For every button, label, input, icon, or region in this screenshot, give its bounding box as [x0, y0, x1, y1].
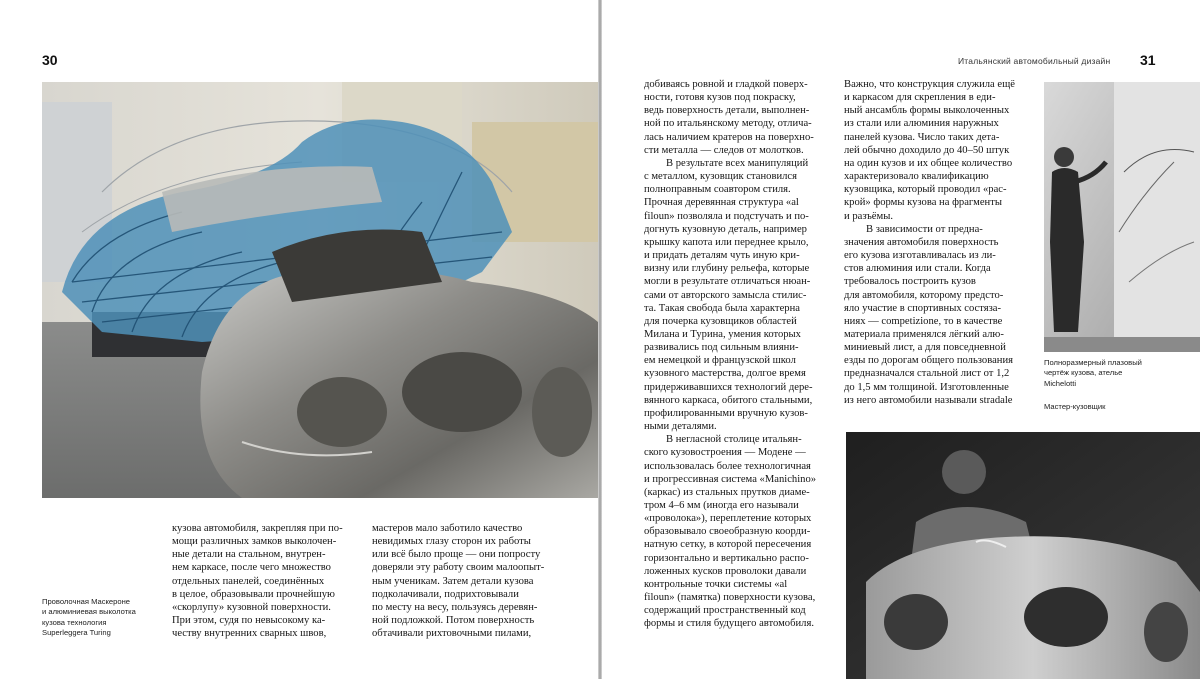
photo-full-size-drawing — [1044, 82, 1200, 352]
caption-line: кузова технология — [42, 617, 107, 627]
text-line: для почерка кузовщиков областей — [644, 315, 797, 327]
text-line: формы и стиля будущего автомобиля. — [644, 618, 814, 630]
text-line: материала применялся лёгкий алю- — [844, 328, 1004, 340]
drawing-photo-caption — [1044, 358, 1194, 389]
text-line: мощи различных замков выколочен- — [172, 536, 337, 548]
text-line: содержащий пространственный код — [644, 605, 806, 617]
text-line: Важно, что конструкция служила ещё — [844, 79, 1015, 90]
left-page-number: 30 — [42, 52, 58, 68]
text-line: могли в результате отличаться нюан- — [644, 276, 811, 288]
text-line: с металлом, кузовщик становился — [644, 171, 797, 183]
text-line: В негласной столице итальян- — [666, 434, 802, 446]
text-line: кузова автомобиля, закрепляя при по- — [172, 523, 343, 534]
text-line: ные детали на стальном, внутрен- — [172, 549, 326, 561]
text-line: крой» формы кузова на фрагменты — [844, 197, 1002, 209]
caption-line: Полноразмерный плазовый — [1044, 358, 1142, 367]
text-line: полноправным соавтором стиля. — [644, 184, 791, 196]
text-line: и прогрессивная система «Manichino» — [644, 473, 817, 485]
text-line: filoun» (памятка) поверхности кузова, — [644, 592, 816, 604]
left-photo-caption — [42, 597, 164, 639]
text-line: догнуть кузовную деталь, например — [644, 223, 807, 235]
text-line: визну или глубину рельефа, которые — [644, 263, 810, 275]
text-line: ными деталями. — [644, 421, 717, 433]
right-page — [602, 0, 1200, 679]
caption-line: чертёж кузова, ателье — [1044, 368, 1123, 378]
text-line: лей обычно доходило до 40–50 штук — [844, 144, 1010, 156]
text-line: развивались под сильным влияни- — [644, 342, 799, 354]
text-line: характеризовало квалификацию — [844, 171, 989, 183]
text-line: невидимых глазу сторон их работы — [372, 536, 531, 548]
text-line: Милана и Турина, умения которых — [644, 328, 801, 340]
text-line: крышку капота или переднее крыло, — [644, 236, 809, 248]
text-line: ности, готовя кузов под покраску, — [644, 92, 796, 104]
text-line: мастеров мало заботило качество — [372, 523, 523, 534]
text-line: панелей кузова. Число таких дета- — [844, 131, 1000, 143]
left-page — [0, 0, 598, 679]
caption-line: и алюминиевая выколотка — [42, 607, 136, 617]
text-line: кузовщика, который проводил «рас- — [844, 184, 1007, 196]
text-line: использовалась более технологичная — [644, 460, 811, 472]
text-line: миниевый лист, а для повседневной — [844, 342, 1006, 354]
text-line: из него автомобили называли stradale — [844, 394, 1013, 406]
text-line: добиваясь ровной и гладкой поверх- — [644, 79, 808, 90]
text-line: до 1,5 мм толщиной. Изготовленные — [844, 381, 1009, 393]
text-line: нем каркасе, после чего множество — [172, 562, 331, 574]
photo-mascherone-chassis — [42, 82, 598, 498]
text-line: «проволока»), переплетение которых — [644, 513, 812, 525]
text-line: тром 4–6 мм (иногда его называли — [644, 500, 799, 511]
text-line: отдельных панелей, соединённых — [172, 575, 325, 587]
text-line: из стали или алюминия наружных — [844, 118, 999, 130]
text-line: Прочная деревянная структура «al — [644, 197, 799, 209]
text-line: требовалось построить кузов — [844, 276, 976, 288]
craftsman-photo-caption: Мастер-кузовщик — [1044, 402, 1106, 411]
text-line: и придать деталям чуть иную кри- — [644, 250, 800, 262]
text-line: честву внутренних сварных швов, — [172, 628, 327, 640]
text-line: придерживавшихся технологий дере- — [644, 381, 813, 393]
text-line: ной подложкой. Потом поверхность — [372, 615, 535, 627]
text-line: его кузова изготавливалась из ли- — [844, 250, 996, 262]
left-column-1 — [172, 522, 362, 640]
text-line: предназначался стальной лист от 1,2 — [844, 368, 1010, 380]
text-line: езды по дорогам общего пользования — [844, 355, 1013, 367]
text-line: кузовного мастерства, долгое время — [644, 368, 806, 380]
caption-line: Проволочная Маскероне — [42, 597, 131, 606]
text-line: по месту на весу, пользуясь деревян- — [372, 601, 538, 613]
text-line: яло участие в спортивных состяза- — [844, 302, 1002, 314]
text-line: профилированными вручную кузов- — [644, 407, 808, 419]
text-line: на один кузов и их общее количество — [844, 157, 1013, 169]
text-line: и каркасом для скрепления в еди- — [844, 92, 996, 104]
text-line: та. Такая свобода была характерна — [644, 302, 800, 314]
text-line: (каркас) из стальных прутков диаме- — [644, 486, 810, 498]
text-line: сами от авторского замысла стилис- — [644, 289, 807, 301]
text-line: ным ученикам. Затем детали кузова — [372, 575, 534, 587]
text-line: ниях — competizione, то в качестве — [844, 315, 1003, 327]
text-line: лась наличием кратеров на поверхно- — [644, 131, 814, 143]
right-column-2 — [844, 78, 1040, 407]
right-column-1 — [644, 78, 840, 631]
text-line: сти металла — следов от молотков. — [644, 144, 804, 156]
left-column-2 — [372, 522, 572, 640]
text-line: натную сетку, в которой пересечения — [644, 539, 812, 551]
text-line: ем немецкой и французской школ — [644, 355, 796, 367]
text-line: в целое, образовывали прочнейшую — [172, 588, 335, 600]
text-line: подколачивали, подрихтовывали — [372, 588, 519, 600]
caption-line: Superleggera Turing — [42, 628, 111, 638]
text-line: ведь поверхность детали, выполнен- — [644, 105, 810, 117]
text-line: ный ансамбль формы выколоченных — [844, 105, 1010, 117]
text-line: При этом, судя по невысокому ка- — [172, 615, 326, 627]
text-line: В результате всех манипуляций — [666, 157, 809, 169]
text-line: ского кузовостроения — Модене — — [644, 447, 806, 459]
text-line: вянного каркаса, обитого стальными, — [644, 394, 813, 406]
text-line: ной по итальянскому методу, отлича- — [644, 118, 812, 130]
text-line: и разъёмы. — [844, 210, 893, 222]
text-line: filoun» позволяла и подстучать и по- — [644, 210, 809, 222]
text-line: значения автомобиля поверхность — [844, 236, 999, 248]
text-line: для автомобиля, которому предсто- — [844, 289, 1004, 301]
text-line: горизонтально и вертикально распо- — [644, 552, 809, 564]
photo-master-panel-beater — [846, 432, 1200, 679]
text-line: обтачивали рихтовочными пилами, — [372, 628, 532, 640]
text-line: стов алюминия или стали. Когда — [844, 263, 991, 275]
text-line: «скорлупу» кузовной поверхности. — [172, 601, 331, 613]
text-line: ложенных кусков проволоки давали — [644, 565, 807, 577]
running-head: Итальянский автомобильный дизайн — [958, 56, 1111, 66]
right-page-number: 31 — [1140, 52, 1156, 68]
text-line: доверяли эту работу своим малоопыт- — [372, 562, 545, 574]
caption-line: Michelotti — [1044, 378, 1077, 388]
text-line: контрольные точки системы «al — [644, 578, 788, 590]
text-line: В зависимости от предна- — [866, 223, 983, 235]
text-line: или всё было проще — они попросту — [372, 549, 541, 561]
text-line: образовывало своеобразную коорди- — [644, 526, 811, 538]
